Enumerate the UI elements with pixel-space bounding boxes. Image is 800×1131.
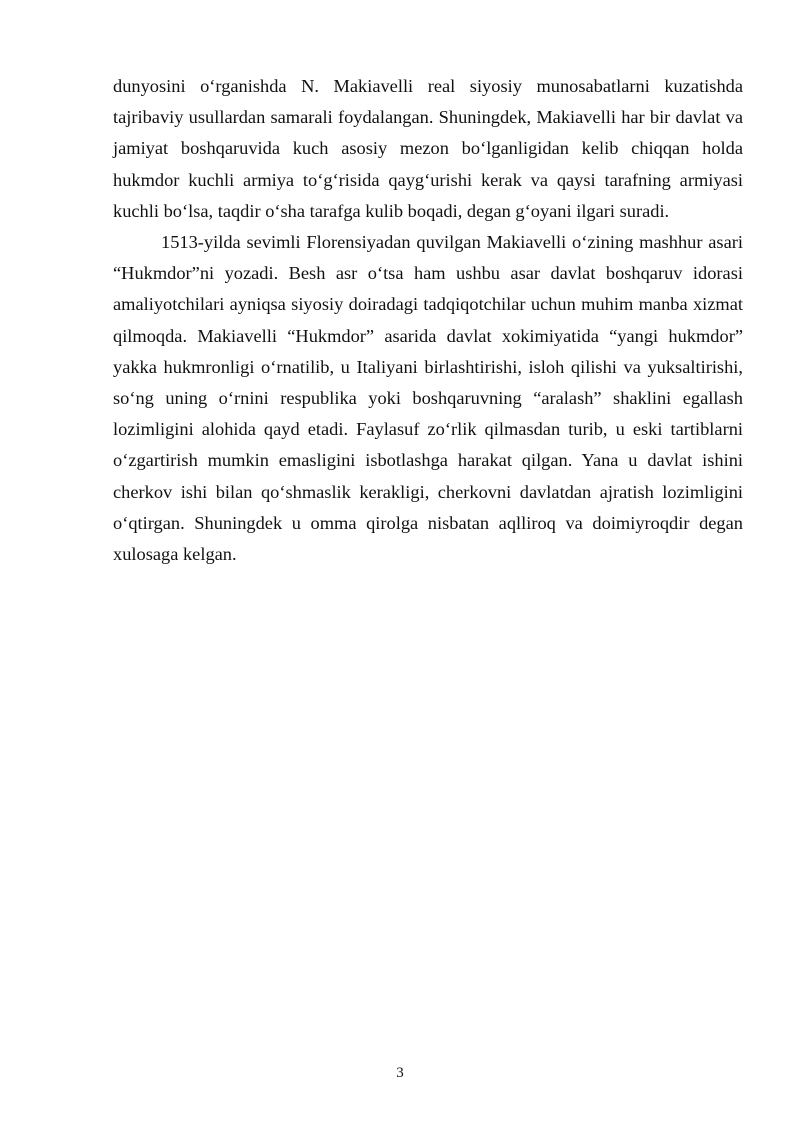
paragraph-makiavelli-hukmdor: 1513-yilda sevimli Florensiyadan quvilgan Makiavelli o‘zining mashhur asari “Hukmdor”ni yozadi. Besh asr o‘tsa ham ushbu asar davlat boshqaruv idorasi amaliyotchilari ayniqsa siyosiy doiradagi tadqiqotchilar uchun muhim manba xizmat qilmoqda. Makiavelli “Hukmdor” asarida davlat xokimiyatida “yangi hukmdor” yakka hukmronligi o‘rnatilib, u Italiyani birlashtirishi, isloh qilishi va yuksaltirishi, so‘ng uning o‘rnini respublika yoki boshqaruvning “aralash” shaklini egallash lozimligini alohida qayd etadi. Faylasuf zo‘rlik qilmasdan turib, u eski tartiblarni o‘zgartirish mumkin emasligini isbotlashga harakat qilgan. Yana u davlat ishini cherkov ishi bilan qo‘shmaslik kerakligi, cherkovni davlatdan ajratish lozimligini o‘qtirgan. Shuningdek u omma qirolga nisbatan aqlliroq va doimiyroqdir degan xulosaga kelgan.	[113, 232, 743, 565]
body-text	[113, 71, 743, 570]
page-number: 3	[396, 1065, 404, 1081]
paragraph-continuation: dunyosini o‘rganishda N. Makiavelli real siyosiy munosabatlarni kuzatishda tajribaviy usullardan samarali foydalangan. Shuningdek, Makiavelli har bir davlat va jamiyat boshqaruvida kuch asosiy mezon bo‘lganligidan kelib chiqqan holda hukmdor kuchli armiya to‘g‘risida qayg‘urishi kerak va qaysi tarafning armiyasi kuchli bo‘lsa, taqdir o‘sha tarafga kulib boqadi, degan g‘oyani ilgari suradi.	[113, 76, 743, 221]
